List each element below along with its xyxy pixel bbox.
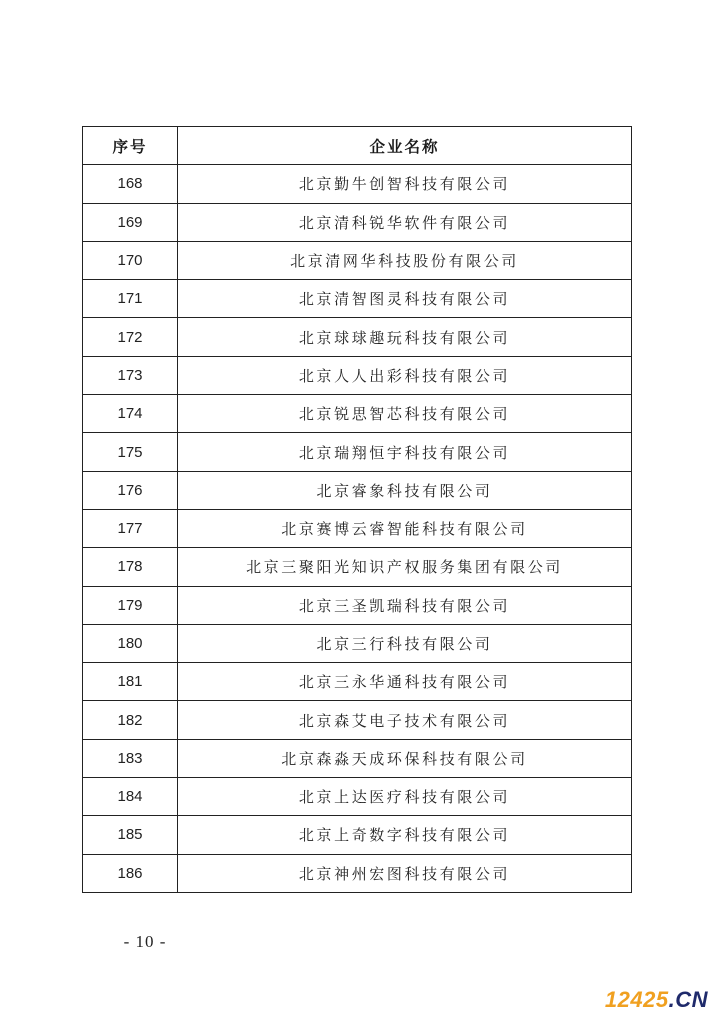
table-row [83,624,632,662]
row-enterprise-name: 北京赛博云睿智能科技有限公司 [178,509,632,547]
row-seq: 177 [83,509,178,547]
table-row [83,854,632,892]
row-seq: 180 [83,624,178,662]
table-header-row [83,127,632,165]
table-row [83,778,632,816]
row-seq: 186 [83,854,178,892]
table-row [83,701,632,739]
table-row [83,433,632,471]
table-row [83,471,632,509]
row-enterprise-name: 北京瑞翔恒宇科技有限公司 [178,433,632,471]
header-seq: 序号 [83,127,178,165]
row-seq: 170 [83,241,178,279]
row-seq: 176 [83,471,178,509]
row-enterprise-name: 北京上奇数字科技有限公司 [178,816,632,854]
page-number: - 10 - [123,932,167,951]
enterprise-table [82,126,632,893]
row-enterprise-name: 北京锐思智芯科技有限公司 [178,395,632,433]
row-seq: 182 [83,701,178,739]
row-enterprise-name: 北京森淼天成环保科技有限公司 [178,739,632,777]
row-seq: 172 [83,318,178,356]
table-row [83,165,632,203]
row-seq: 168 [83,165,178,203]
row-seq: 173 [83,356,178,394]
table-row [83,663,632,701]
row-enterprise-name: 北京人人出彩科技有限公司 [178,356,632,394]
watermark-number: 12425 [604,987,669,1012]
table-row [83,739,632,777]
row-enterprise-name: 北京森艾电子技术有限公司 [178,701,632,739]
row-seq: 183 [83,739,178,777]
row-enterprise-name: 北京清智图灵科技有限公司 [178,280,632,318]
row-seq: 169 [83,203,178,241]
site-watermark-logo [605,987,708,1013]
row-seq: 175 [83,433,178,471]
table-row [83,318,632,356]
table-row [83,241,632,279]
table-row [83,280,632,318]
row-seq: 184 [83,778,178,816]
table-row [83,816,632,854]
table-row [83,548,632,586]
table-row [83,395,632,433]
table-row [83,586,632,624]
row-enterprise-name: 北京三永华通科技有限公司 [178,663,632,701]
header-enterprise-name: 企业名称 [178,127,632,165]
row-enterprise-name: 北京清网华科技股份有限公司 [178,241,632,279]
watermark-domain: .CN [668,987,708,1012]
row-enterprise-name: 北京睿象科技有限公司 [178,471,632,509]
row-seq: 179 [83,586,178,624]
row-enterprise-name: 北京三圣凯瑞科技有限公司 [178,586,632,624]
row-enterprise-name: 北京清科锐华软件有限公司 [178,203,632,241]
row-enterprise-name: 北京神州宏图科技有限公司 [178,854,632,892]
table-row [83,203,632,241]
row-seq: 185 [83,816,178,854]
row-seq: 171 [83,280,178,318]
row-seq: 178 [83,548,178,586]
table-row [83,356,632,394]
row-enterprise-name: 北京勤牛创智科技有限公司 [178,165,632,203]
row-enterprise-name: 北京三聚阳光知识产权服务集团有限公司 [178,548,632,586]
row-enterprise-name: 北京三行科技有限公司 [178,624,632,662]
table-row [83,509,632,547]
row-enterprise-name: 北京上达医疗科技有限公司 [178,778,632,816]
row-seq: 174 [83,395,178,433]
row-seq: 181 [83,663,178,701]
row-enterprise-name: 北京球球趣玩科技有限公司 [178,318,632,356]
